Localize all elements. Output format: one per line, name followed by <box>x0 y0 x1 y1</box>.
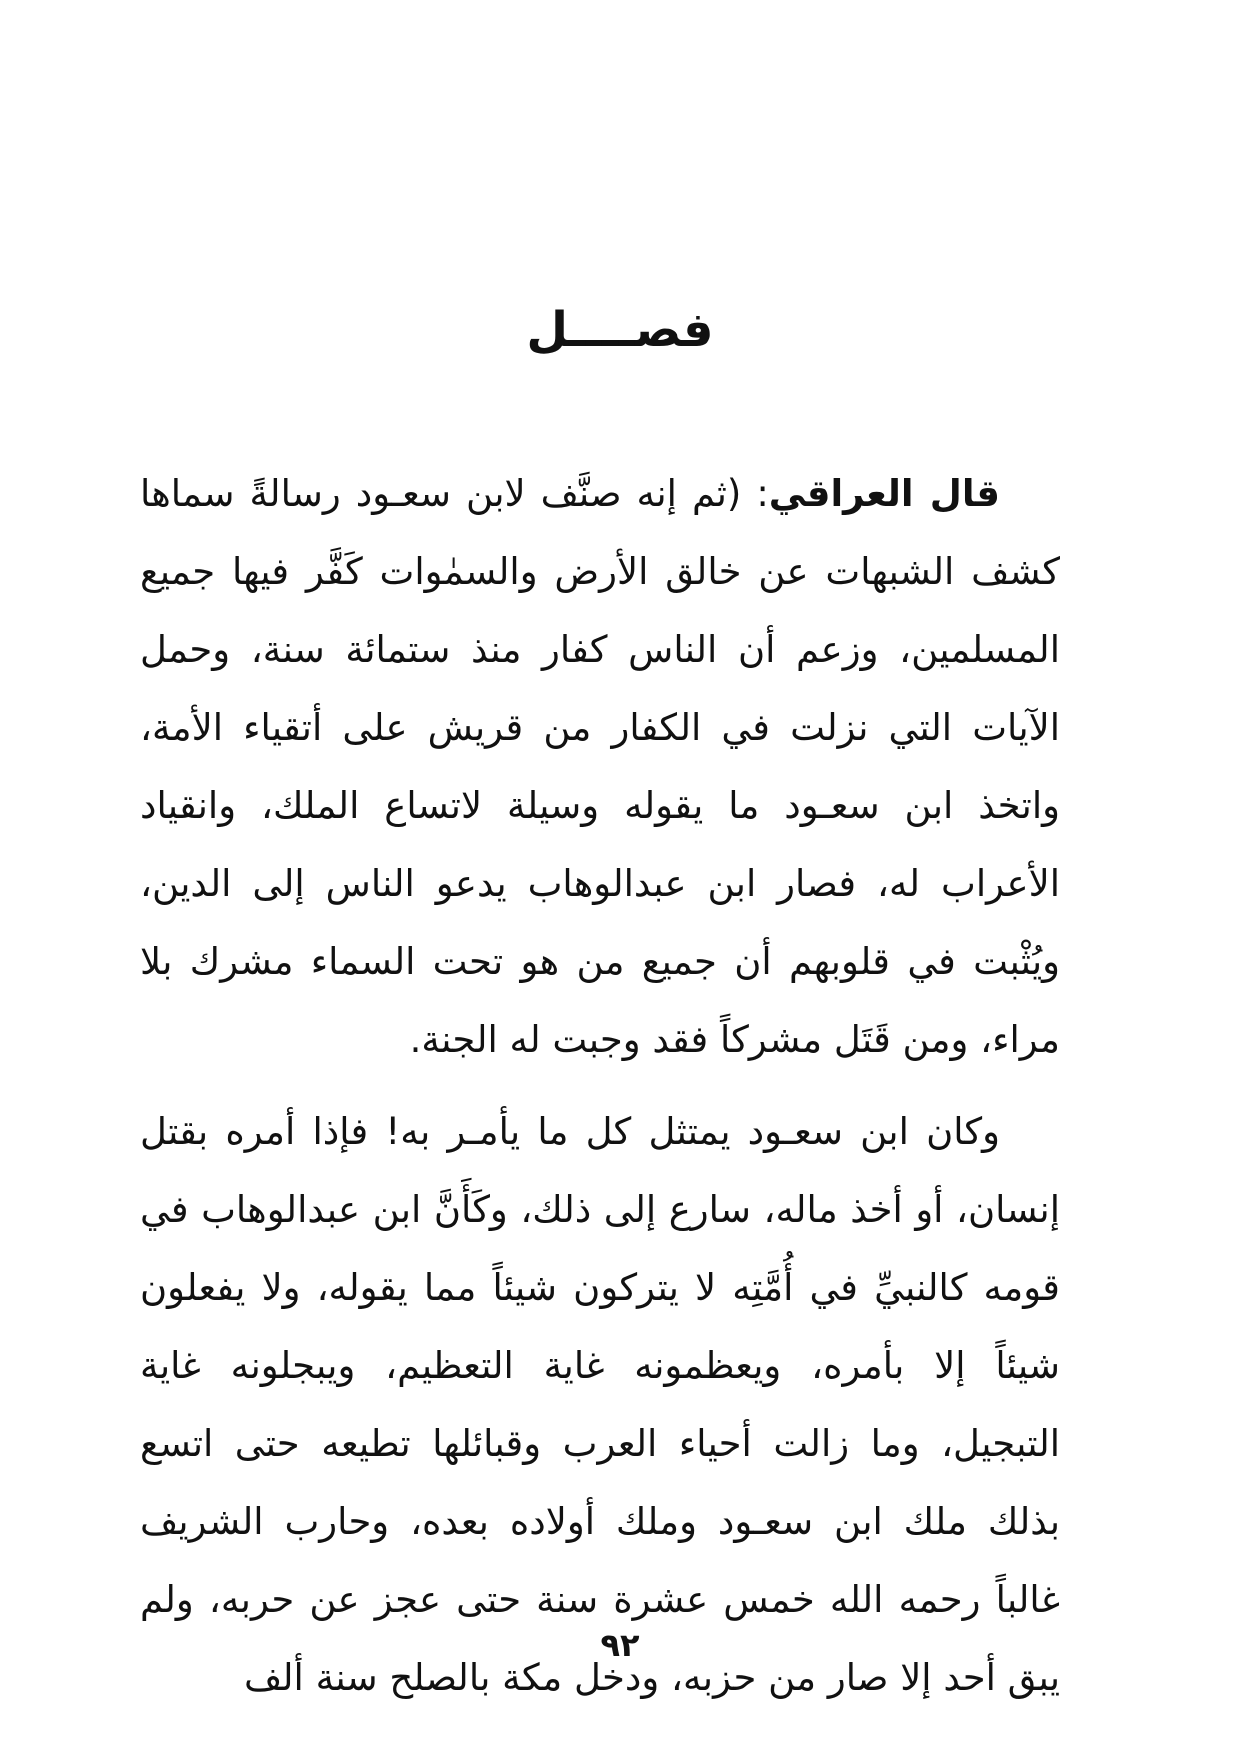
section-heading: فصــــل <box>526 302 714 358</box>
speaker-label: قال العراقي <box>768 472 1000 515</box>
paragraph-1 <box>140 455 1060 1079</box>
body-text <box>140 455 1060 1717</box>
paragraph-2 <box>140 1093 1060 1717</box>
page-number: ٩٢ <box>600 1626 640 1664</box>
paragraph-1-text: : (ثم إنه صنَّف لابن سعـود رسالةً سماها كشف الشبهات عن خالق الأرض والسمٰوات كَفَّر فيها جميع المسلمين، وزعم أن الناس كفار منذ ستمائة سنة، وحمل الآيات التي نزلت في الكفار من قريش على أتقياء الأمة، واتخذ ابن سعـود ما يقوله وسيلة لاتساع الملك، وانقياد الأعراب له، فصار ابن عبدالوهاب يدعو الناس إلى الدين، ويُثْبت في قلوبهم أن جميع من هو تحت السماء مشرك بلا مراء، ومن قَتَل مشركاً فقد وجبت له الجنة. <box>140 472 1060 1061</box>
paragraph-2-text: وكان ابن سعـود يمتثل كل ما يأمـر به! فإذا أمره بقتل إنسان، أو أخذ ماله، سارع إلى ذلك، وكَأَنَّ ابن عبدالوهاب في قومه كالنبيِّ في أُمَّتِه لا يتركون شيئاً مما يقوله، ولا يفعلون شيئاً إلا بأمره، ويعظمونه غاية التعظيم، ويبجلونه غاية التبجيل، وما زالت أحياء العرب وقبائلها تطيعه حتى اتسع بذلك ملك ابن سعـود وملك أولاده بعده، وحارب الشريف غالباً رحمه الله خمس عشرة سنة حتى عجز عن حربه، ولم يبق أحد إلا صار من حزبه، ودخل مكة بالصلح سنة ألف <box>140 1110 1060 1699</box>
